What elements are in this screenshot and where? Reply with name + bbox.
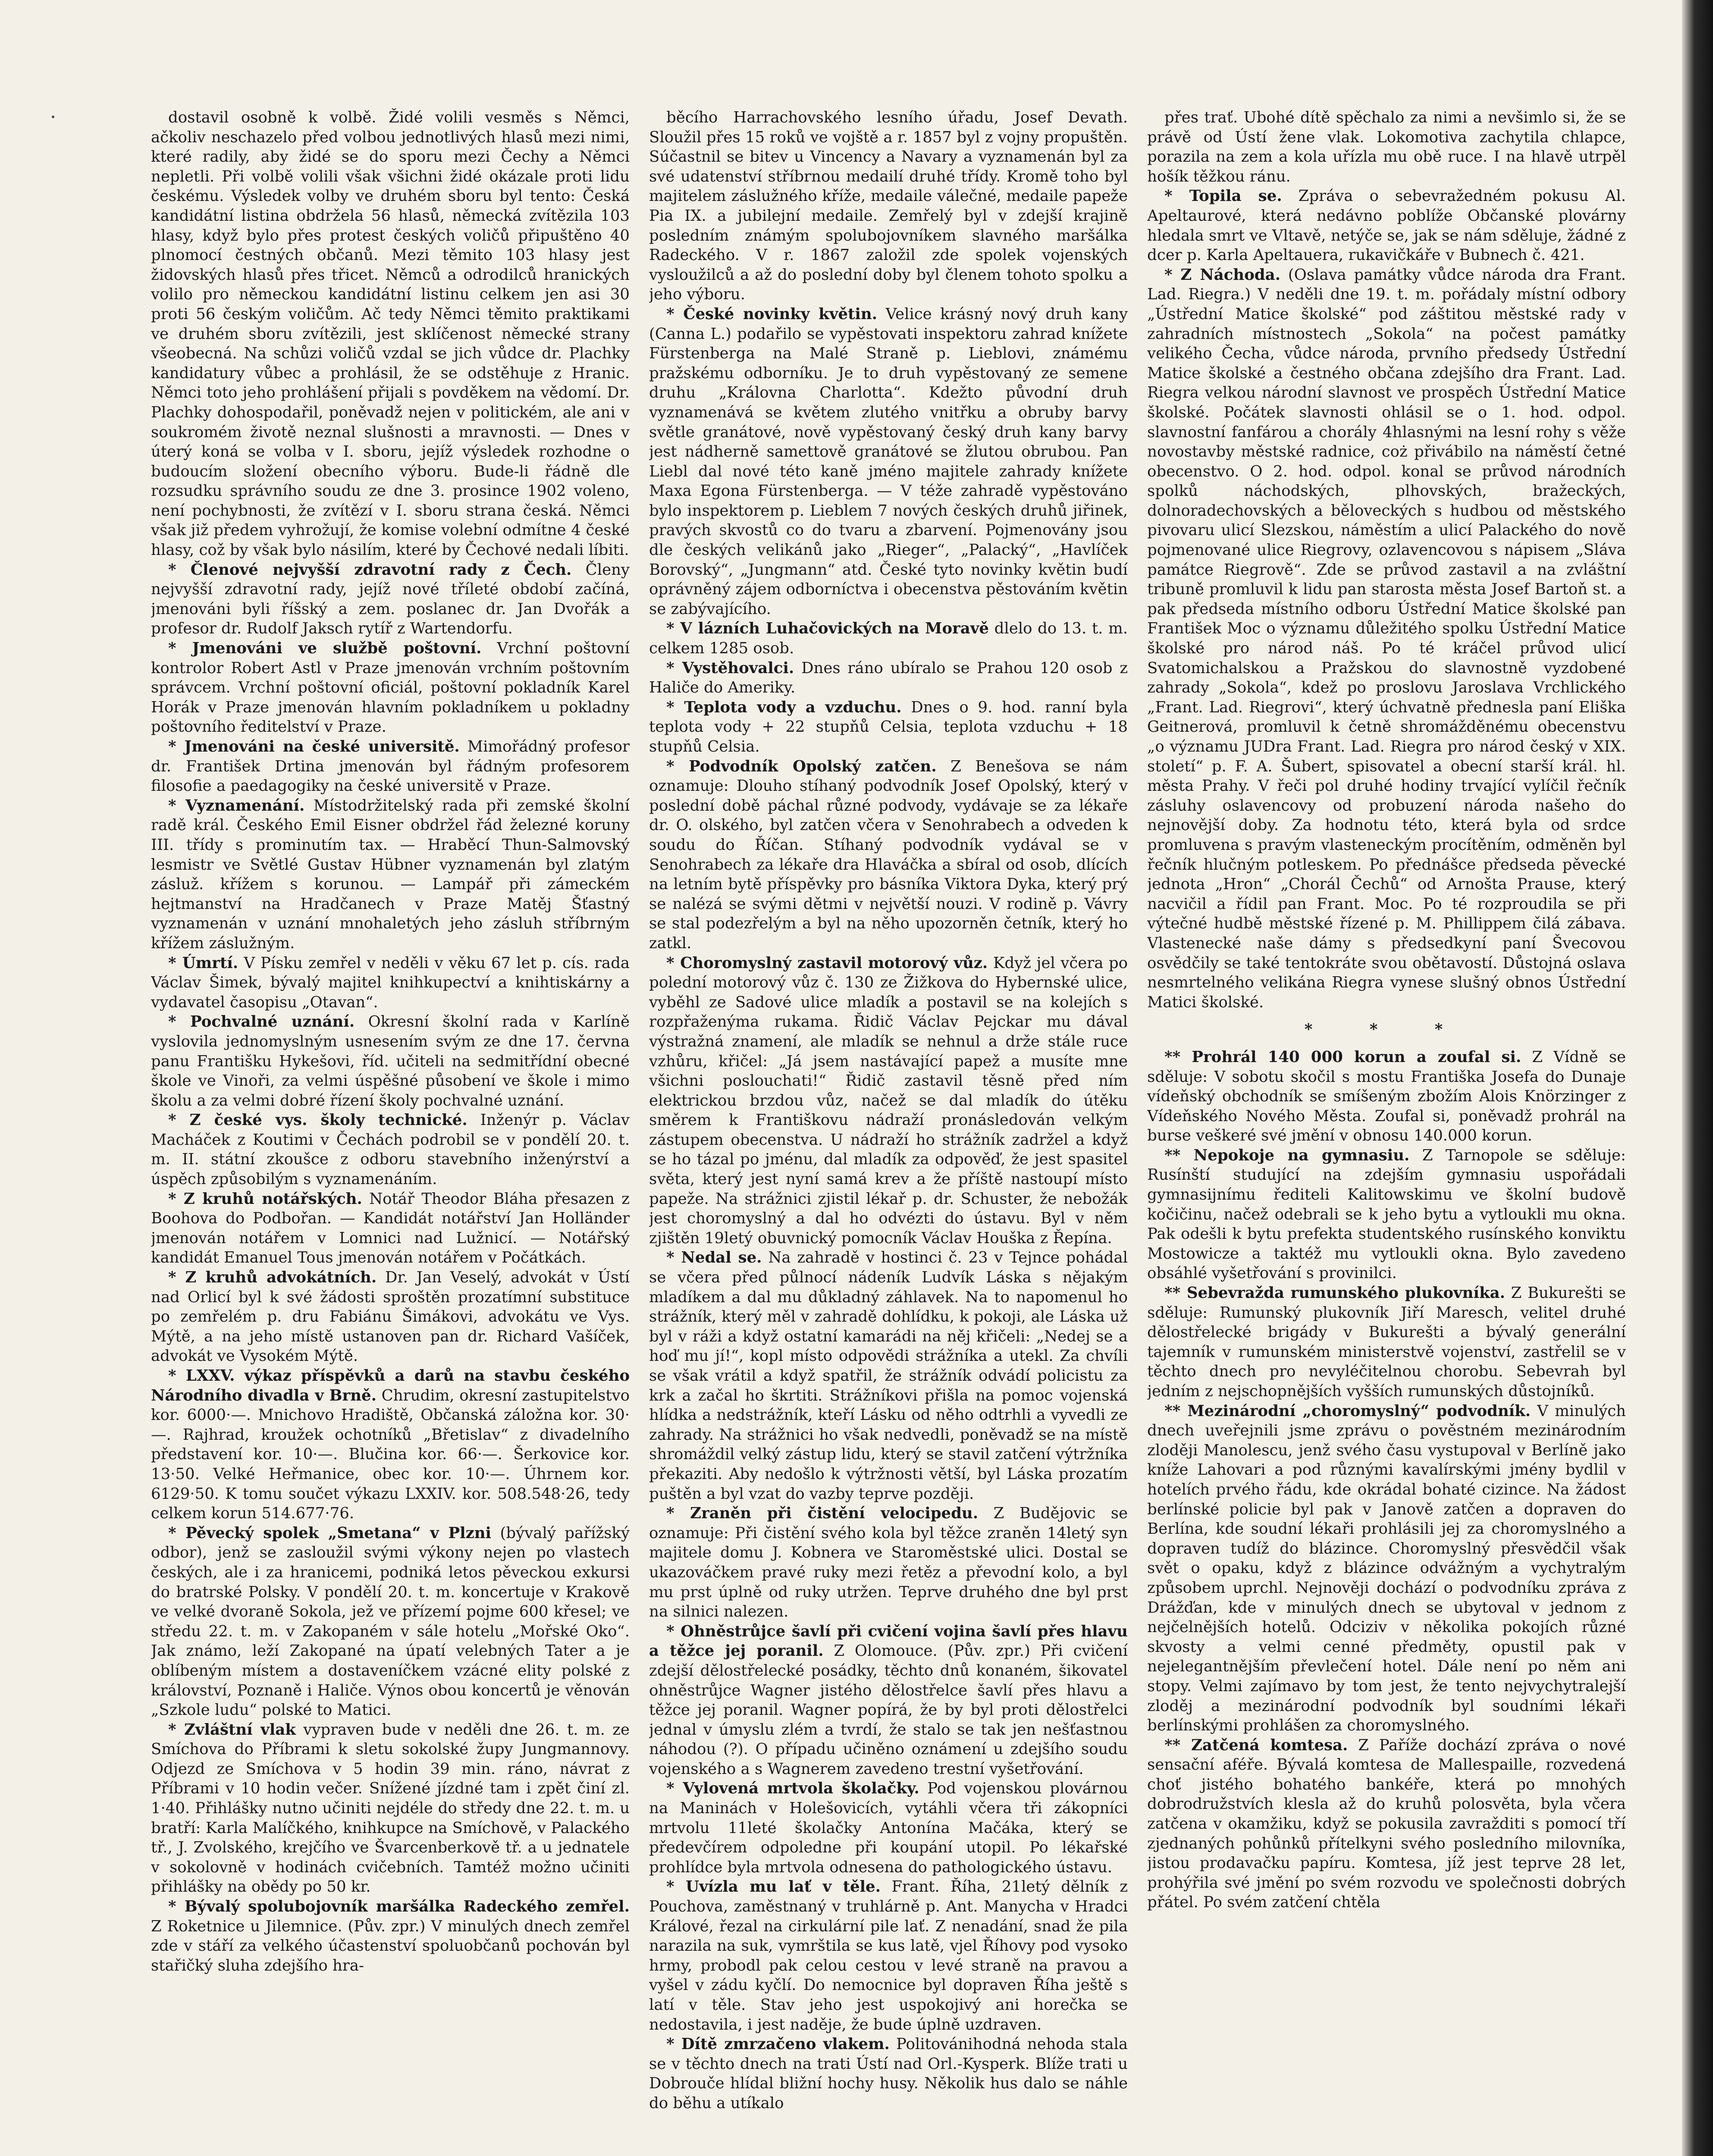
- news-item-headline: * Topila se.: [1164, 187, 1282, 205]
- news-item-headline: * Teplota vody a vzduchu.: [666, 698, 902, 716]
- news-item-headline: ** Sebevražda rumunského plukovníka.: [1164, 1284, 1505, 1302]
- news-item-text: Z Budějovic se oznamuje: Při čistění svého kola byl těžce zraněn 14letý syn majitele domu J. Kobnera ve Staroměstské ulici. Dostal se ukazováčkem pravé ruky mezi řetěz a převodní kolo, a byl mu prst úplně od ruky utržen. Teprve druhého dne byl prst na silnici nalezen.: [649, 1504, 1128, 1621]
- news-item-text: Na zahradě v hostinci č. 23 v Tejnce pohádal se včera před půlnocí nádeník Ludvík Láska s nějakým mladíkem a dal mu důkladný záhlavek. Na to napomenul ho strážník, který měl v zahradě dohlídku, k pokoji, ale Láska už byl v ráži a když ostatní kamarádi na něj křičeli: „Nedej se a hoď mu jí!“, kopl místo odpovědi strážníka a utekl. Za chvíli se však vrátil a když spatřil, že strážník odvádí policistu za krk a začal ho škrtiti. Strážníkovi přišla na pomoc vojenská hlídka a nedstrážník, kteří Lásku od něho odtrhli a vyvedli ze zahrady. Na strážnici ho však nedvedli, poněvadž se na místě shromáždil velký zástup lidu, který se stavil zatčení výtržníka překaziti. Aby nedošlo k výtržnosti větší, byl Láska prozatím puštěn a byl vzat do vazby teprve později.: [649, 1249, 1128, 1503]
- news-item: [151, 1523, 630, 1720]
- news-item: [151, 953, 630, 1012]
- news-item-headline: ** Mezinárodní „choromyslný“ podvodník.: [1164, 1402, 1531, 1420]
- section-divider-stars: * * *: [1304, 1021, 1469, 1039]
- news-item: [151, 560, 630, 639]
- news-item-text: Členy nejvyšší zdravotní rady, jejíž nové tříleté období začíná, jmenováni byli říšský a zem. poslanec dr. Jan Dvořák a profesor dr. Rudolf Jaksch rytíř z Wartendorfu.: [151, 561, 630, 638]
- news-item-text: Z Bukurešti se sděluje: Rumunský plukovník Jiří Maresch, velitel druhé dělostřelecké brigády v Bukurešti a bývalý generální tajemník v rumunském ministerstvě vojenství, zastřelil se v těchto dnech pro nevyléčitelnou chorobu. Sebevrah byl jedním z nejschopnějších vyšších rumunských důstojníků.: [1147, 1284, 1626, 1400]
- news-item-headline: * Uvízla mu lať v těle.: [666, 1878, 881, 1896]
- news-item-headline: * Ohněstrůjce šavlí při cvičení vojina šavlí přes hlavu a těžce jej poranil.: [649, 1622, 1128, 1660]
- news-item-text: přes trať. Ubohé dítě spěchalo za nimi a nevšimlo si, že se právě od Ústí žene vlak. Lokomotiva zachytila chlapce, porazila na zem a kola uřízla mu obě ruce. I na hlavě utrpěl hošík těžkou ránu.: [1147, 109, 1626, 185]
- news-item: [1147, 265, 1626, 1012]
- news-item-text: Zpráva o sebevražedném pokusu Al. Apeltaurové, která nedávno poblíže Občanské plovárny hledala smrt ve Vltavě, netýče se, jak se nám sděluje, žádné z dcer p. Karla Apeltauera, rukavičkáře v Bubnech č. 421.: [1147, 187, 1626, 264]
- news-item: [1147, 186, 1626, 265]
- news-item: [1147, 1047, 1626, 1146]
- news-item-headline: * České novinky květin.: [666, 305, 878, 323]
- news-item: [649, 698, 1128, 757]
- news-item-text: (Oslava památky vůdce národa dra Frant. Lad. Riegra.) V neděli dne 19. t. m. pořádaly místní odbory „Ústřední Matice školské“ pod záštitou městské rady v zahradních místnostech „Sokola“ na počest památky velikého Čecha, vůdce národa, prvního předsedy Ústřední Matice školské a čestného občana zdejšího dra Frant. Lad. Riegra velkou národní slavnost ve prospěch Ústřední Matice školské. Počátek slavnosti ohlásil se o 1. hod. odpol. slavnostní fanfárou a chorály 4hlasnými na lesní rohy s věže novostavby městské radnice, coż přivábilo na náměstí četné obecenstvo. O 2. hod. odpol. konal se průvod národních spolků náchodských, plhovských, bražeckých, dolnoradechovských a běloveckých s hudbou od městského pivovaru ulicí Slezskou, náměstím a ulicí Palackého do nově pojmenované ulice Riegrovy, ozlavencovou s nápisem „Sláva památce Riegrově“. Zde se průvod zastavil a na zvláštní tribuně promluvil k lidu pan starosta města Josef Bartoň st. a pak předseda místního odboru Ústřední Matice školské pan František Moc o významu důležitého spolku Ústřední Matice školské pro národ náš. Po té kráčel průvod ulicí Svatomichalskou a Pražskou do slavnostně vyzdobené zahrady „Sokola“, kdež po proslovu Jaroslava Vrchlického „Frant. Lad. Riegrovi“, který úchvatně přednesla paní Eliška Geitnerová, promluvil k četně shromážděnému obecenstvu „o významu JUDra Frant. Lad. Riegra pro národ český v XIX. století“ p. F. A. Šubert, spisovatel a obecní starší král. hl. města Prahy. V řeči pol druhé hodiny trvající vylíčil řečník zásluhy oslavencovy od probuzení národa našeho do nejnovější doby. Za hodnotu této, která byla od srdce promluvena s pravým vlasteneckým procítěním, odměněn byl řečník hlučným potleskem. Po přednášce předseda pěvecké jednota „Hron“ „Chorál Čechů“ od Arnošta Prause, který nacvičil a řídil pan Frant. Moc. Po té rozproudila se při výtečné hudbě městské řízené p. M. Phillippem čilá zábava. Vlastenecké naše dámy s předsedkyní paní Švecovou osvědčily se také tentokráte svou obětavostí. Důstojná oslava nesmrtelného velikána Riegra vynese slušný obnos Ústřední Matici školské.: [1147, 266, 1626, 1011]
- news-item-headline: * Pochvalné uznání.: [168, 1013, 355, 1031]
- news-item-text: vypraven bude v neděli dne 26. t. m. ze Smíchova do Příbrami k sletu sokolské župy Jungmannovy. Odjezd ze Smíchova v 5 hodin 39 min. ráno, návrat z Příbrami v 10 hodin večer. Snížené jízdné tam i zpět činí zl. 1·40. Přihlášky nutno učiniti nejdéle do středy dne 22. t. m. u bratří: Karla Malíčkého, knihkupce na Smíchově, v Palackého tř., J. Zvolského, krejčího ve Švarcenberkově tř. a u jednatele v sokolovně v hodinách cvičebních. Tamtéž možno učiniti přihlášky na obědy po 50 kr.: [151, 1720, 630, 1896]
- news-item: [649, 1248, 1128, 1504]
- news-item-text: Když jel včera po polední motorový vůz č. 130 ze Žižkova do Hybernské ulice, vyběhl ze Sadové ulice mladík a postavil se na kolejích s rozpřaženýma rukama. Řidič Václav Pejckar mu dával výstražná znamení, ale mladík se nehnul a drže stále ruce vzhůru, křičel: „Já jsem nastávající papež a musíte mne všichni poslouchati!“ Řidič zastavil těsně před ním elektrickou brzdou vůz, načež se dal mladík do útěku směrem k Františkovu nádraží pronásledován velkým zástupem obecenstva. U nádraží ho strážník zadržel a když se ho tázal po jménu, dal mladík za odpověď, že jest spasitel světa, který jest nyní samá krev a že příště nastoupí místo papeže. Na strážnici zjistil lékař p. dr. Schuster, že nebožák jest choromyslný a dal ho odvézti do ústavu. Byl v něm zjištěn 19letý obuvnický pomocník Václav Houška z Řepína.: [649, 954, 1128, 1247]
- news-item-headline: * LXXV. výkaz příspěvků a darů na stavbu českého Národního divadla v Brně.: [151, 1367, 630, 1404]
- news-item: [151, 639, 630, 737]
- news-item-text: Místodržitelský rada při zemské školní radě král. Českého Emil Eisner obdržel řád železné koruny III. třídy s prominutím tax. — Hraběcí Thun-Salmovský lesmistr ve Světlé Gustav Hübner vyznamenán byl zlatým zásluž. křížem s korunou. — Lampář při zámeckém hejtmanství na Hradčanech v Praze Matěj Šťastný vyznamenán v uznání mnohaletých jeho zásluh stříbrným křížem záslužným.: [151, 796, 630, 952]
- news-item: [151, 1189, 630, 1268]
- column-1: [151, 108, 630, 2156]
- news-item-text: (bývalý pařížský odbor), jenž se zasloužil svými výkony nejen po vlastech českých, ale i za hranicemi, podniká letos pěveckou exkursi do bratrské Polsky. V pondělí 20. t. m. koncertuje v Krakově ve velké dvoraně Sokola, jež ve přízemí pojme 600 křesel; ve středu 22. t. m. v Zakopaném v sále hotelu „Mořské Oko“. Jak známo, leží Zakopané na úpatí velebných Tater a je oblíbeným místem a dostaveníčkem vzácné elity polské z království, Poznaně i Haliče. Výnos obou koncertů je věnován „Szkole ludu“ polské to Matici.: [151, 1524, 630, 1719]
- news-item-headline: * Vystěhovalci.: [666, 659, 794, 677]
- news-item: [151, 737, 630, 796]
- news-item-headline: * Členové nejvyšší zdravotní rady z Čech.: [168, 561, 572, 579]
- news-item: [1147, 1736, 1626, 1912]
- news-item: [1147, 1146, 1626, 1283]
- news-item-text: Okresní školní rada v Karlíně vyslovila jednomyslným usnesením svým ze dne 17. června panu Františku Hykešovi, říd. učiteli na sedmitřídní obecné škole ve Vinoři, za velmi úspěšné působení ve škole i mimo školu a za velmi dobré řízení školy pochvalné uznání.: [151, 1013, 630, 1109]
- news-item: [1147, 108, 1626, 186]
- news-item-text: Frant. Říha, 21letý dělník z Pouchova, zaměstnaný v truhlárně p. Ant. Manycha v Hradci Králové, řezal na cirkulární pile lať. Z nenadání, snad že pila narazila na suk, vymrštila se kus latě, vjel Říhovy pod vysoko hrmy, probodl pak celou cestou v levé straně na pravou a vyšel v zádu kyčlí. Do nemocnice byl dopraven Říha ještě s latí v těle. Stav jeho jest uspokojivý ani horečka se nedostavila, i jest naděje, že bude úplně uzdraven.: [649, 1878, 1128, 2034]
- news-item: [649, 619, 1128, 658]
- column-2: [649, 108, 1128, 2156]
- news-item: [649, 1779, 1128, 1877]
- news-item-text: Z Paříže dochází zpráva o nové sensační aféře. Bývalá komtesa de Mallespaille, rozvedená choť jistého bohatého bankéře, která po mnohých dobrodružstvích klesla až do kruhů polosvěta, byla včera zatčena v okamžiku, když se pokusila zavražditi s pomocí tří zjednaných pohůnků přítelkyni svého posledního milovníka, jistou prodavačku papíru. Komtesa, jíž jest teprve 28 let, prohýřila své jmění po svém rozvodu ve společnosti dobrých přátel. Po svém zatčení chtěla: [1147, 1736, 1626, 1912]
- news-item: [649, 2034, 1128, 2113]
- news-item-text: Z Olomouce. (Pův. zpr.) Při cvičení zdejší dělostřelecké posádky, těchto dnů konaném, šikovatel ohněstrůjce Wagner jistého dělostřelce šavlí přes hlavu a těžce jej poranil. Wagner popírá, že by byl proti dělostřelci jednal v úmyslu zlém a tvrdí, že stalo se tak jen nešťastnou náhodou (?). O případu učiněno oznámení u zdejšího soudu vojenského a s Wagnerem zavedeno trestní vyšetřování.: [649, 1642, 1128, 1778]
- news-item: [649, 304, 1128, 619]
- news-item-headline: ** Prohrál 140 000 korun a zoufal si.: [1164, 1048, 1522, 1066]
- news-item-text: Dnes o 9. hod. ranní byla teplota vody + 22 stupňů Celsia, teplota vzduchu + 18 stupňů Celsia.: [649, 698, 1128, 755]
- news-item-headline: * Z české vys. školy technické.: [168, 1111, 467, 1129]
- news-item-headline: * Z kruhů notářských.: [168, 1190, 362, 1208]
- news-item-headline: * V lázních Luhačovických na Moravě: [666, 620, 989, 638]
- news-item-headline: * Zraněn při čistění velocipedu.: [666, 1504, 979, 1523]
- news-item: [649, 757, 1128, 953]
- news-item-text: Z Tarnopole se sděluje: Rusínští studující na zdejším gymnasiu uspořádali gymnasijnímu řediteli Kalitowskimu ve školní budově kočičinu, načež odebrali se k jeho bytu a vytloukli mu okna. Pak odešli k bytu prefekta studentského rusínského konviktu Mostowicze a taktéž mu vytloukli okna. Bylo zavedeno obsáhlé vyšetřování s provinilci.: [1147, 1146, 1626, 1282]
- news-item: [151, 1720, 630, 1897]
- news-item-headline: * Choromyslný zastavil motorový vůz.: [666, 954, 988, 972]
- news-item: [649, 658, 1128, 698]
- news-item-text: Inženýr p. Václav Macháček z Koutimi v Čechách podrobil se v pondělí 20. t. m. II. státní zkoušce z odboru stavebního inženýrství a úspěch způsobilým s vyznamenáním.: [151, 1111, 630, 1188]
- news-item-headline: * Pěvecký spolek „Smetana“ v Plzni: [168, 1524, 492, 1542]
- news-item-headline: ** Nepokoje na gymnasiu.: [1164, 1146, 1410, 1164]
- news-item: [151, 108, 630, 560]
- news-item-text: Politovánihodná nehoda stala se v těchto dnech na trati Ústí nad Orl.-Kysperk. Blíže trati u Dobrouče hlídal bližní hochy husy. Několik hus dalo se náhle do běhu a utíkalo: [649, 2035, 1128, 2112]
- news-item: [151, 1366, 630, 1523]
- news-item-headline: * Jmenováni na české universitě.: [168, 738, 460, 755]
- news-item-text: V minulých dnech uveřejnili jsme zprávu o pověstném mezinárodním zloději Manolescu, jenž svého času vystupoval v Berlíně jako kníže Lahovari a pod různými kavalírskými jmény bydlil v hotelích prvého řádu, kde okrádal bohaté cizince. Na žádost berlínské policie byl pak v Janově zatčen a dopraven do Berlína, kde soudní lékaři prohlásili jej za choromyslného a dopraven tudíž do blázince. Choromyslný přesvědčil však svět o opaku, když z blázince odvážným a vychytralým způsobem uprchl. Nejnověji dochází o podvodníku zpráva z Drážďan, kde v minulých dnech se ubytoval v jednom z nejčelnějších hotelů. Odciziv v několika pokojích různé skvosty a velmi cenné předměty, opustil pak v nejelegantnějším převlečení hotel. Dále není po něm ani stopy. Velmi zajímavo by tom jest, že tento nejvychytralejší zloděj a mezinárodní podvodník byl soudními lékaři berlínskými prohlášen za choromyslného.: [1147, 1402, 1626, 1735]
- news-item: [151, 796, 630, 953]
- news-item-headline: * Jmenováni ve službě poštovní.: [168, 639, 482, 658]
- news-item-headline: * Z kruhů advokátních.: [168, 1269, 377, 1287]
- news-item: [151, 1897, 630, 1975]
- news-item-text: Z Roketnice u Jilemnice. (Pův. zpr.) V minulých dnech zemřel zde v stáří za velkého účastenství spoluobčanů pochován byl stařičký sluha zdejšího hra-: [151, 1917, 630, 1974]
- news-item-headline: * Nedal se.: [666, 1249, 762, 1267]
- news-item-text: Z Vídně se sděluje: V sobotu skočil s mostu Františka Josefa do Dunaje vídeňský obchodník se smíšeným zbožím Alois Knörzinger z Vídeňského Nového Města. Zoufal si, poněvadž prohrál na burse veškeré své jmění v obnosu 140.000 korun.: [1147, 1048, 1626, 1145]
- news-item-text: Pod vojenskou plovárnou na Maninách v Holešovicích, vytáhli včera tři zákopníci mrtvolu 11leté školačky Antonína Mačáka, který se předevčírem odpoledne při koupání utopil. Po lékařské prohlídce byla mrtvola odnesena do pathologického ústavu.: [649, 1780, 1128, 1876]
- page-scan-edge: [1682, 0, 1713, 2156]
- news-item-text: Dnes ráno ubíralo se Prahou 120 osob z Haliče do Ameriky.: [649, 659, 1128, 697]
- news-item: [649, 953, 1128, 1248]
- news-item: [649, 1504, 1128, 1622]
- news-item-headline: * Úmrtí.: [168, 954, 238, 972]
- text-columns: [151, 108, 1652, 2156]
- news-item-text: dostavil osobně k volbě. Židé volili vesměs s Němci, ačkoliv neschazelo před volbou jednotlivých hlasů mezi nimi, které radily, aby židé se do sporu mezi Čechy a Němci nepletli. Při volbě volili však všichni židé okázale proti lidu českému. Výsledek volby ve druhém sboru byl tento: Česká kandidátní listina obdržela 56 hlasů, německá zvítězila 103 hlasy, když bylo přes protest českých voličů připuštěno 40 plnomocí čestných občanů. Mezi těmito 103 hlasy jest židovských hlasů přes třicet. Němců a odrodilců hranických volilo pro německou kandidátní listinu celkem jen asi 30 proti 56 českým voličům. Ač tedy Němci těmito praktikami ve druhém sboru zvítězili, jest sklíčenost německé strany všeobecná. Na schůzi voličů vzdal se jich vůdce dr. Plachky kandidatury vůbec a prohlásil, že se odstěhuje z Hranic. Němci toto jeho prohlášení přijali s povděkem na vědomí. Dr. Plachky dohospodařil, poněvadž nejen v politickém, ale ani v soukromém životě neznal slušnosti a mravnosti. — Dnes v úterý koná se volba v I. sboru, jejíž výsledek rozhodne o budoucím složení obecního výboru. Bude-li řádně dle rozsudku správního soudu ze dne 3. prosince 1902 voleno, není pochybnosti, že zvítězí v I. sboru strana česká. Němci však již předem vyhrožují, že komise volební odmítne 4 české hlasy, což by však bylo násilím, které by Čechové nedali líbiti.: [151, 109, 630, 559]
- margin-dot: [52, 116, 54, 118]
- news-item: [1147, 1401, 1626, 1736]
- column-3: [1147, 108, 1626, 2156]
- news-item: [151, 1110, 630, 1189]
- news-item-text: Notář Theodor Bláha přesazen z Boohova do Podbořan. — Kandidát notářství Jan Holländer jmenován notářem v Lomnici nad Lužnicí. — Notářský kandidát Emanuel Tous jmenován notářem v Počátkách.: [151, 1190, 630, 1267]
- news-item-headline: * Z Náchoda.: [1164, 266, 1280, 284]
- news-item: [1147, 1283, 1626, 1401]
- news-item-headline: * Zvláštní vlak: [168, 1720, 296, 1739]
- news-item-text: Vrchní poštovní kontrolor Robert Astl v Praze jmenován vrchním poštovním správcem. Vrchní poštovní oficiál, poštovní pokladník Karel Horák v Praze jmenován hlavním pokladníkem u pokladny poštovního ředitelství v Praze.: [151, 639, 630, 736]
- news-item-text: běcího Harrachovského lesního úřadu, Josef Devath. Sloužil přes 15 roků ve vojště a r. 1857 byl z vojny propuštěn. Súčastnil se bitev u Vincency a Navary a vyznamenán byl za své udatenství stříbrnou medailí druhé třídy. Kromě toho byl majitelem záslužného kříže, medaile válečné, medaile papeže Pia IX. a jubilejní medaile. Zemřelý byl v zdejší krajině posledním známým spolubojovníkem slavného maršálka Radeckého. V r. 1867 založil zde spolek vojenských vysloužilců a až do poslední doby byl členem tohoto spolku a jeho výboru.: [649, 109, 1128, 304]
- news-item-headline: ** Zatčená komtesa.: [1164, 1736, 1348, 1754]
- news-item: [151, 1012, 630, 1110]
- news-item: [649, 1622, 1128, 1779]
- news-item-text: Velice krásný nový druh kany (Canna L.) podařilo se vypěstovati inspektoru zahrad knížete Fürstenberga na Malé Straně p. Lieblovi, známému pražskému odborníku. Je to druh vypěstovaný ze semene druhu „Královna Charlotta“. Kdežto původní druh vyznamenává se květem zlutého vnitřku a obruby barvy světle granátové, nově vypěstovaný český druh kany barvy jest nádherně samettově granátové se žlutou obrubou. Pan Liebl dal nové této kaně jméno majitele zahrady knížete Maxa Egona Fürstenberga. — V téže zahradě vypěstováno bylo inspektorem p. Lieblem 7 nových českých druhů jiřinek, pravých skvostů co do tvaru a zbarvení. Pojmenovány jsou dle českých velikánů jako „Rieger“, „Palacký“, „Havlíček Borovský“, „Jungmann“ atd. České tyto novinky květin budí oprávněný zájem odborníctva i obecenstva pěstováním květin se zabývajícího.: [649, 305, 1128, 618]
- news-item-text: V Písku zemřel v neděli v věku 67 let p. cís. rada Václav Šimek, bývalý majitel knihkupectví a knihtiskárny a vydavatel časopisu „Otavan“.: [151, 954, 630, 1011]
- news-item-headline: * Vylovená mrtvola školačky.: [666, 1780, 919, 1798]
- news-item-text: Z Benešova se nám oznamuje: Dlouho stíhaný podvodník Josef Opolský, který v poslední době páchal různé podvody, vydávaje se za lékaře dr. O. olského, byl zatčen včera v Senohrabech a odveden k soudu do Říčan. Stíhaný podvodník vydával se v Senohrabech za lékaře dra Hlaváčka a sbíral od osob, dlících na letním bytě příspěvky pro básníka Viktora Dyka, který prý se nalézá se svými dětmi v největší nouzi. V rodině p. Vávry se stal podezřelým a byl na něho upozorněn četník, který ho zatkl.: [649, 757, 1128, 952]
- news-item-headline: * Vyznamenání.: [168, 796, 305, 815]
- news-item-headline: * Dítě zmrzačeno vlakem.: [666, 2035, 890, 2053]
- news-item-text: dlelo do 13. t. m. celkem 1285 osob.: [649, 620, 1128, 658]
- news-item-text: Dr. Jan Veselý, advokát v Ústí nad Orlicí byl k své žádosti sproštěn prozatímní substituce po zemřelém p. dru Fabiánu Šimákovi, advokátu ve Vys. Mýtě, a na jeho místě ustanoven pan dr. Richard Vašíček, advokát ve Vysokém Mýtě.: [151, 1269, 630, 1365]
- news-item: [649, 1877, 1128, 2034]
- news-item-headline: * Bývalý spolubojovník maršálka Radeckého zemřel.: [168, 1898, 630, 1916]
- news-item-text: Mimořádný profesor dr. František Drtina jmenován byl řádným profesorem filosofie a paedagogiky na české universitě v Praze.: [151, 738, 630, 795]
- news-item-headline: * Podvodník Opolský zatčen.: [666, 757, 937, 775]
- news-item-text: Chrudim, okresní zastupitelstvo kor. 6000·—. Mnichovo Hradiště, Občanská záložna kor. 30·—. Rajhrad, kroužek ochotníků „Břetislav“ z divadelního představení kor. 10·—. Blučina kor. 66·—. Šerkovice kor. 13·50. Velké Heřmanice, obec kor. 10·—. Úhrnem kor. 6129·50. K tomu součet výkazu LXXIV. kor. 508.548·26, tedy celkem korun 514.677·76.: [151, 1386, 630, 1523]
- news-item: [649, 108, 1128, 304]
- news-item: [151, 1268, 630, 1366]
